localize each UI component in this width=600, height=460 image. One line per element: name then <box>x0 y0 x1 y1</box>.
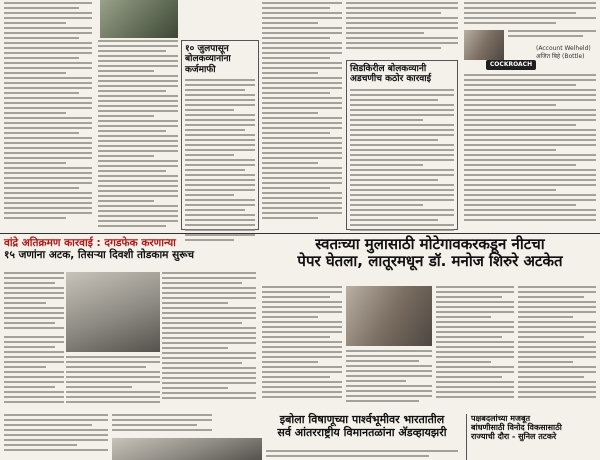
tatkare-title-line2: बांधणीसाठी विनोद विकसासाठी <box>471 423 562 433</box>
ad-caption: (Account Welheld) <box>536 45 591 52</box>
cockroach-logo: COCKROACH <box>486 60 536 70</box>
bandra-subtitle: १५ जणांना अटक, तिसऱ्या दिवशी तोडकाम सुरूच <box>4 249 195 262</box>
top-column-2 <box>98 40 178 230</box>
bottom-left-column <box>4 414 108 458</box>
cidco-box <box>346 60 458 230</box>
loan-waiver-title: १० जुलपासून बोलकव्यानांना कर्जमाफी <box>185 44 231 75</box>
cidco-title: सिडकिरील बोलकव्यानी अडचणीच कठोर कारवाई <box>350 64 432 85</box>
top-column-1 <box>4 2 92 227</box>
bandra-column-4 <box>66 356 160 412</box>
loan-waiver-box <box>181 40 259 230</box>
neet-column-1 <box>262 286 342 411</box>
ad-portrait <box>464 30 504 60</box>
ebola-title-line1: इबोला विषाणूच्या पार्श्वभूमीवर भारतातील <box>279 413 445 426</box>
bandra-story <box>4 237 256 267</box>
neet-story-headline <box>262 236 598 282</box>
tatkare-story <box>466 414 596 460</box>
right-column-body <box>464 74 596 230</box>
cockroach-ad <box>464 30 596 60</box>
neet-title-line2: पेपर घेतला, लातूरमधून डॉ. मनोज शिरुरे अटकेत <box>297 252 563 271</box>
right-column-top <box>464 2 596 30</box>
tatkare-title-line1: पक्षबदलांच्या मजबूत <box>471 414 531 423</box>
ebola-body <box>266 450 458 460</box>
ebola-title-line2: सर्व आंतरराष्ट्रीय विमानतळांना अ‍ॅडव्हायझरी <box>277 425 447 439</box>
demolition-photo <box>66 272 160 352</box>
top-column-3 <box>262 2 342 227</box>
neet-column-3 <box>436 286 514 411</box>
tatkare-title-line3: राज्याची दौरा - सुनिल तटकरे <box>471 432 557 442</box>
bandra-column-3 <box>4 336 64 412</box>
farm-photo <box>100 0 178 38</box>
ebola-story-headline <box>262 414 462 448</box>
doctor-photo <box>346 286 432 346</box>
group-photo <box>112 438 262 460</box>
ad-text-lines <box>508 30 596 44</box>
neet-column-2 <box>346 350 432 410</box>
bandra-title: वांद्रे अतिक्रमण कारवाई : दगडफेक करणान्या <box>4 237 176 249</box>
top-column-4 <box>346 2 458 57</box>
bandra-column-1 <box>4 272 64 332</box>
bottom-left-column-2 <box>112 414 212 436</box>
neet-column-4 <box>518 286 596 411</box>
section-divider <box>0 233 600 234</box>
bandra-column-2 <box>162 272 256 412</box>
neet-title-line1: स्वतःच्या मुलासाठी मोटेगावकरकडून नीटचा <box>315 235 545 253</box>
ad-note: अजित बिहे (Bottle) <box>536 53 585 60</box>
